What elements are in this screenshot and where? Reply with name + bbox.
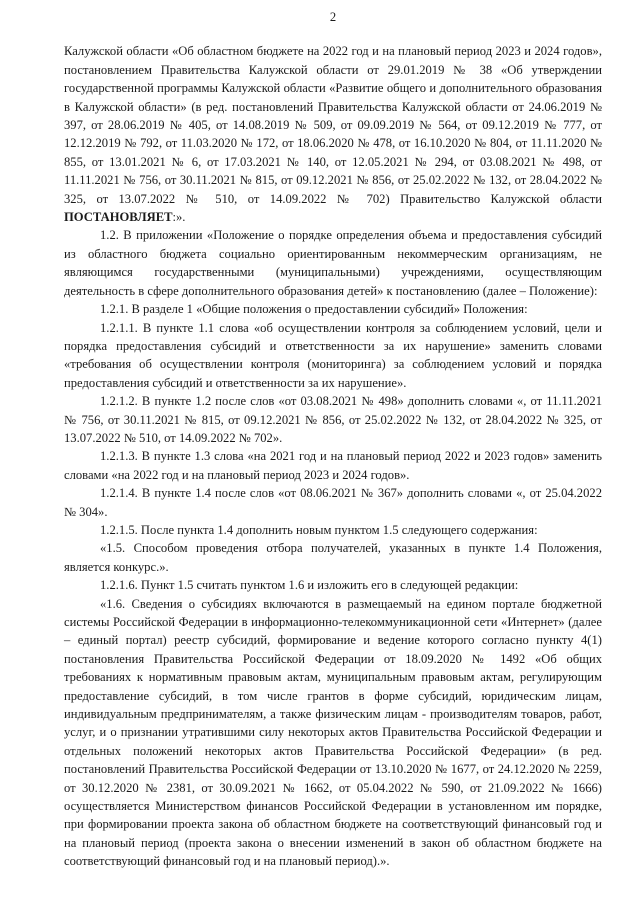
paragraph-1: [64, 42, 602, 226]
paragraph-6: 1.2.1.3. В пункте 1.3 слова «на 2021 год и на плановый период 2022 и 2023 годов» заменить словами «на 2022 год и на плановый период 2023 и 2024 годов».: [64, 449, 602, 482]
paragraph-1-text: Калужской области «Об областном бюджете на 2022 год и на плановый период 2023 и 2024 годов», постановлением Правительства Калужской области от 29.01.2019 № 38 «Об утверждении государственной программы Калужской области «Развитие общего и дополнительного образования в Калужской области» (в ред. постановлений Правительства Калужской области от 24.06.2019 № 397, от 28.06.2019 № 405, от 14.08.2019 № 509, от 09.09.2019 № 564, от 09.12.2019 № 777, от 12.12.2019 № 792, от 11.03.2020 № 172, от 18.06.2020 № 478, от 16.10.2020 № 804, от 11.11.2020 № 855, от 13.01.2021 № 6, от 17.03.2021 № 140, от 12.05.2021 № 294, от 03.08.2021 № 498, от 11.11.2021 № 756, от 30.11.2021 № 815, от 09.12.2021 № 856, от 25.02.2022 № 132, от 28.04.2022 № 325, от 13.07.2022 № 510, от 14.09.2022 № 702) Правительство Калужской области: [64, 44, 602, 206]
paragraph-11: «1.6. Сведения о субсидиях включаются в размещаемый на едином портале бюджетной системы Российской Федерации в информационно-телекоммуникационной сети «Интернет» (далее – единый портал) реестр субсидий, формирование и ведение которого согласно пункту 4(1) постановления Правительства Российской Федерации от 18.09.2020 № 1492 «Об общих требованиях к нормативным правовым актам, муниципальным правовым актам, регулирующим предоставление субсидий, в том числе грантов в форме субсидий, юридическим лицам, индивидуальным предпринимателям, а также физическим лицам - производителям товаров, работ, услуг, и о признании утратившими силу некоторых актов Правительства Российской Федерации и отдельных положений некоторых актов Правительства Российской Федерации» (в ред. постановлений Правительства Российской Федерации от 13.10.2020 № 1677, от 24.12.2020 № 2259, от 30.12.2020 № 2381, от 30.09.2021 № 1662, от 05.04.2022 № 590, от 21.09.2022 № 1666) осуществляется Министерством финансов Российской Федерации в установленном им порядке, при формировании проекта закона об областном бюджете на соответствующий финансовый год и на плановый период (проекта закона о внесении изменений в закон об областном бюджете на соответствующий финансовый год и на плановый период).».: [64, 596, 602, 869]
paragraph-1-tail: :».: [172, 210, 186, 225]
paragraph-7: 1.2.1.4. В пункте 1.4 после слов «от 08.06.2021 № 367» дополнить словами «, от 25.04.2022 № 304».: [64, 486, 602, 519]
paragraph-10: 1.2.1.6. Пункт 1.5 считать пунктом 1.6 и изложить его в следующей редакции:: [100, 578, 519, 593]
paragraph-9: «1.5. Способом проведения отбора получателей, указанных в пункте 1.4 Положения, является конкурс.».: [64, 541, 602, 574]
page-number: 2: [329, 10, 337, 24]
paragraph-5: 1.2.1.2. В пункте 1.2 после слов «от 03.08.2021 № 498» дополнить словами «, от 11.11.2021 № 756, от 30.11.2021 № 815, от 09.12.2021 № 856, от 25.02.2022 № 132, от 28.04.2022 № 325, от 13.07.2022 № 510, от 14.09.2022 № 702».: [64, 394, 602, 445]
decree-keyword: ПОСТАНОВЛЯЕТ: [64, 210, 173, 225]
document-page: [64, 8, 602, 871]
paragraph-2: 1.2. В приложении «Положение о порядке определения объема и предоставления субсидий из областного бюджета социально ориентированным некоммерческим организациям, не являющимся государственными (муниципальными) учреждениями, осуществляющим деятельность в сфере дополнительного образования детей» к постановлению (далее – Положение):: [64, 228, 602, 298]
paragraph-4: 1.2.1.1. В пункте 1.1 слова «об осуществлении контроля за соблюдением условий, цели и порядка предоставления субсидий и ответственности за их нарушение» заменить словами «требования об осуществлении контроля (мониторинга) за соблюдением условий и порядка предоставления субсидий и ответственности за их нарушение».: [64, 320, 602, 390]
paragraph-3: 1.2.1. В разделе 1 «Общие положения о предоставлении субсидий» Положения:: [100, 302, 528, 317]
paragraph-8: 1.2.1.5. После пункта 1.4 дополнить новым пунктом 1.5 следующего содержания:: [100, 522, 538, 537]
